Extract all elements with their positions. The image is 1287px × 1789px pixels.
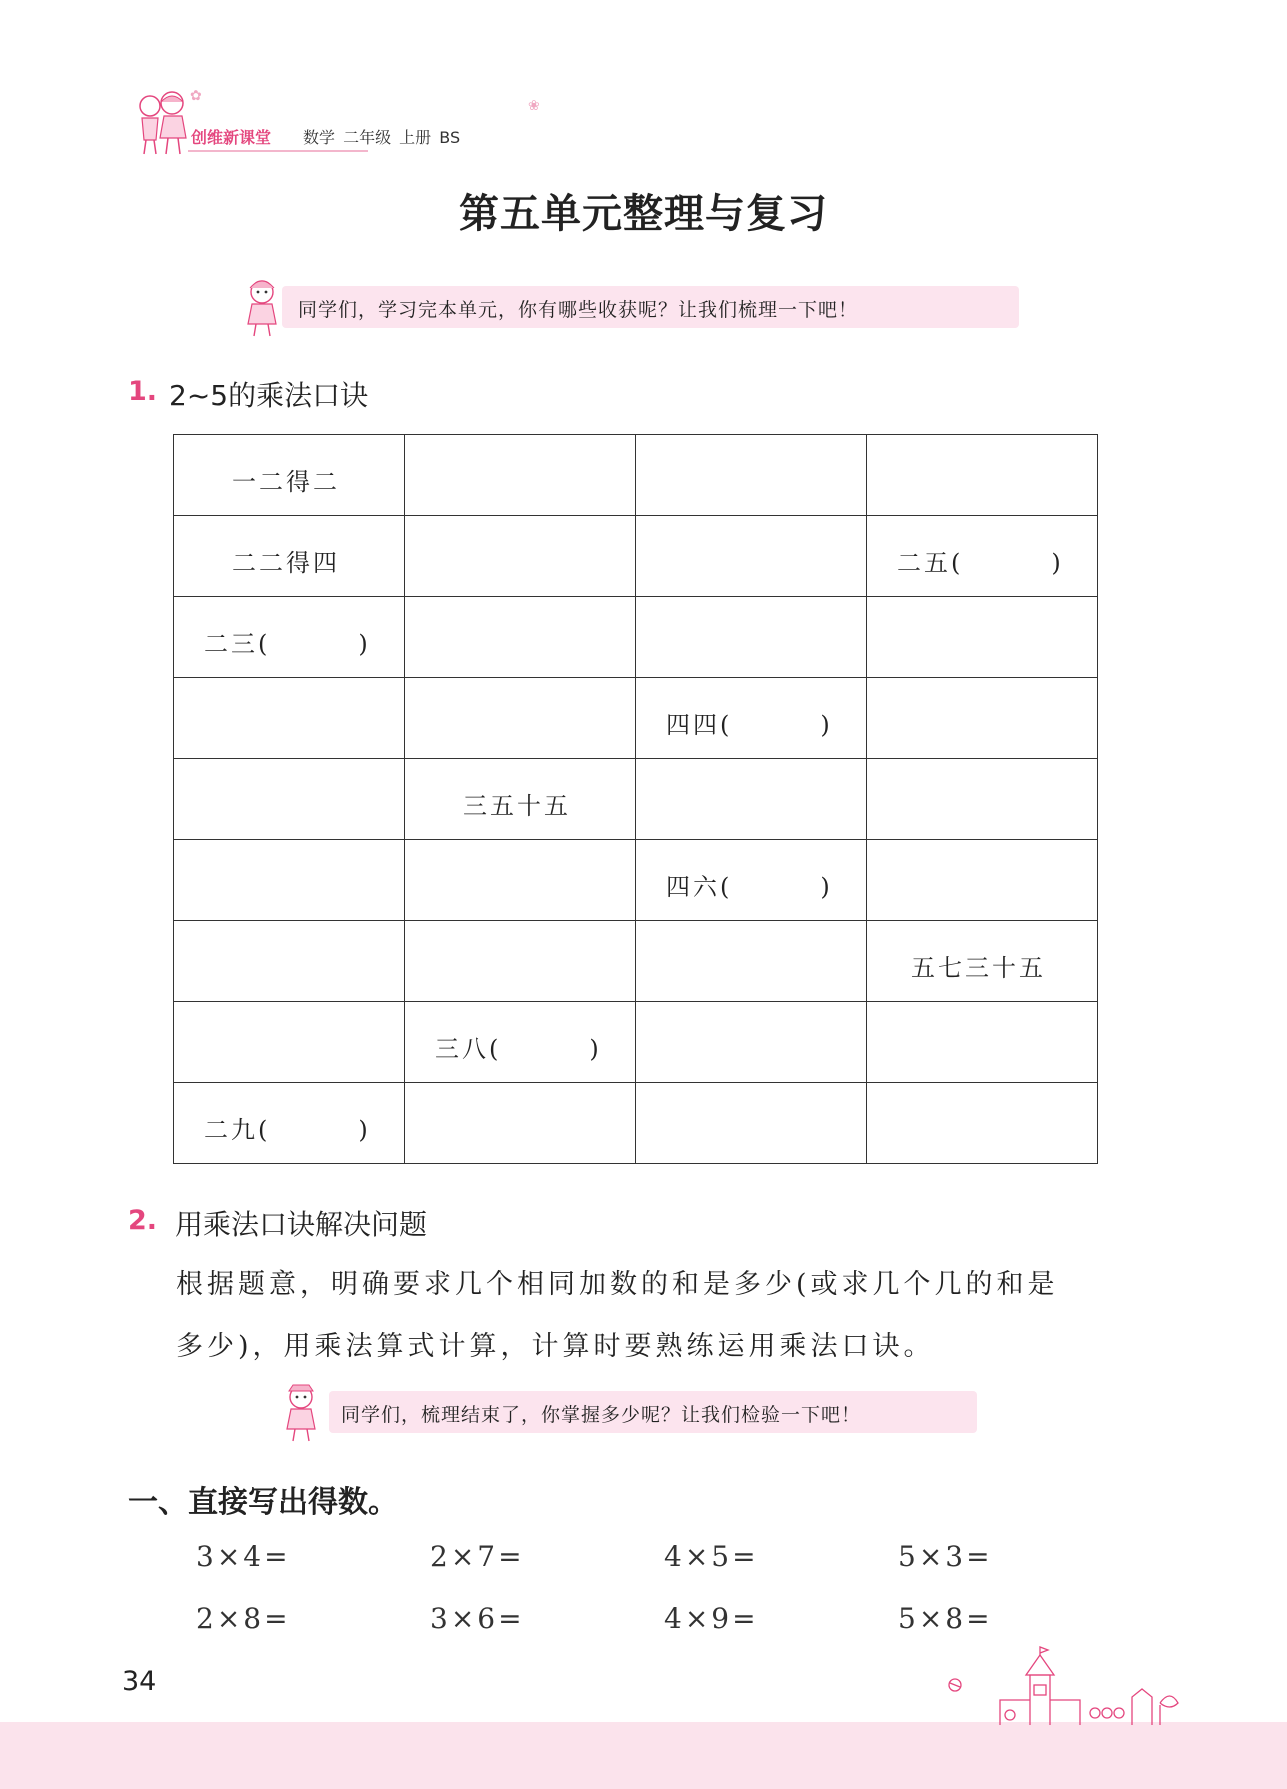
table-row <box>174 597 1098 678</box>
section-title: 用乘法口诀解决问题 <box>175 1208 428 1241</box>
table-row <box>174 516 1098 597</box>
table-row <box>174 921 1098 1002</box>
paragraph-line: 根据题意，明确要求几个相同加数的和是多少(或求几个几的和是 <box>176 1269 1059 1300</box>
equation[interactable]: 5×3= <box>898 1540 993 1573</box>
check-banner <box>329 1391 977 1433</box>
table-cell[interactable] <box>867 597 1098 678</box>
page-title: 第五单元整理与复习 <box>459 191 828 237</box>
section-number: 1. <box>128 376 158 407</box>
close-paren: ) <box>820 873 833 901</box>
table-row <box>174 678 1098 759</box>
table-cell[interactable] <box>405 435 636 516</box>
page-number: 34 <box>122 1666 157 1697</box>
footer-band <box>0 1722 1287 1789</box>
equation[interactable]: 4×5= <box>664 1540 759 1573</box>
table-cell <box>174 597 405 678</box>
cell-text: 二九( <box>204 1116 271 1144</box>
girl-mascot-icon <box>279 1381 323 1443</box>
intro-banner-text: 同学们，学习完本单元，你有哪些收获呢？让我们梳理一下吧！ <box>298 299 859 321</box>
table-cell[interactable] <box>174 921 405 1002</box>
table-cell <box>174 516 405 597</box>
table-cell[interactable] <box>405 840 636 921</box>
table-cell[interactable] <box>867 1002 1098 1083</box>
equation[interactable]: 2×8= <box>196 1602 291 1635</box>
close-paren: ) <box>820 711 833 739</box>
table-cell[interactable] <box>405 678 636 759</box>
intro-banner <box>282 286 1019 328</box>
close-paren: ) <box>1051 549 1064 577</box>
cell-text: 二三( <box>204 630 271 658</box>
brand-name: 创维新课堂 <box>191 128 272 147</box>
header-underline <box>188 150 368 152</box>
section-number: 2. <box>128 1205 158 1236</box>
table-row <box>174 435 1098 516</box>
cell-text: 二二得四 <box>232 549 340 577</box>
table-cell[interactable] <box>174 678 405 759</box>
cell-text: 三八( <box>435 1035 502 1063</box>
table-cell[interactable] <box>174 840 405 921</box>
cell-text: 一二得二 <box>232 468 340 496</box>
table-cell[interactable] <box>867 435 1098 516</box>
table-cell[interactable] <box>867 678 1098 759</box>
cell-text: 四六( <box>666 873 733 901</box>
table-cell[interactable] <box>867 759 1098 840</box>
subject-label: 数学 二年级 上册 BS <box>303 128 461 147</box>
cell-text: 四四( <box>666 711 733 739</box>
cell-text: 二五( <box>897 549 964 577</box>
table-cell <box>174 1083 405 1164</box>
table-cell[interactable] <box>636 921 867 1002</box>
table-cell <box>867 921 1098 1002</box>
equation[interactable]: 5×8= <box>898 1602 993 1635</box>
paragraph-line: 多少)，用乘法算式计算，计算时要熟练运用乘法口诀。 <box>176 1331 935 1362</box>
table-cell[interactable] <box>867 1083 1098 1164</box>
table-cell[interactable] <box>405 516 636 597</box>
table-cell[interactable] <box>405 921 636 1002</box>
table-cell[interactable] <box>867 840 1098 921</box>
table-cell[interactable] <box>636 597 867 678</box>
cell-text: 五七三十五 <box>911 954 1046 982</box>
equation[interactable]: 3×6= <box>430 1602 525 1635</box>
table-cell[interactable] <box>405 1083 636 1164</box>
check-banner-text: 同学们，梳理结束了，你掌握多少呢？让我们检验一下吧！ <box>341 1404 862 1426</box>
table-row <box>174 759 1098 840</box>
table-row <box>174 1083 1098 1164</box>
equation[interactable]: 4×9= <box>664 1602 759 1635</box>
equation[interactable]: 3×4= <box>196 1540 291 1573</box>
table-cell[interactable] <box>174 1002 405 1083</box>
section-title: 2~5的乘法口诀 <box>169 379 369 412</box>
table-cell[interactable] <box>636 435 867 516</box>
girl-mascot-icon <box>240 276 284 338</box>
cell-text: 三五十五 <box>463 792 571 820</box>
table-cell <box>636 840 867 921</box>
table-cell[interactable] <box>405 597 636 678</box>
exercise-title: 一、直接写出得数。 <box>128 1485 398 1520</box>
table-cell[interactable] <box>636 516 867 597</box>
flower-icon: ❀ <box>528 98 540 114</box>
table-cell <box>867 516 1098 597</box>
close-paren: ) <box>358 1116 371 1144</box>
table-cell <box>405 1002 636 1083</box>
table-cell[interactable] <box>636 1002 867 1083</box>
table-cell <box>636 678 867 759</box>
multiplication-table <box>173 434 1098 1164</box>
table-row <box>174 840 1098 921</box>
equation[interactable]: 2×7= <box>430 1540 525 1573</box>
castle-illustration-icon <box>880 1645 1190 1730</box>
table-cell[interactable] <box>174 759 405 840</box>
close-paren: ) <box>589 1035 602 1063</box>
table-cell[interactable] <box>636 759 867 840</box>
star-icon: ✿ <box>190 88 202 104</box>
table-cell[interactable] <box>636 1083 867 1164</box>
table-row <box>174 1002 1098 1083</box>
close-paren: ) <box>358 630 371 658</box>
table-cell <box>174 435 405 516</box>
table-cell <box>405 759 636 840</box>
